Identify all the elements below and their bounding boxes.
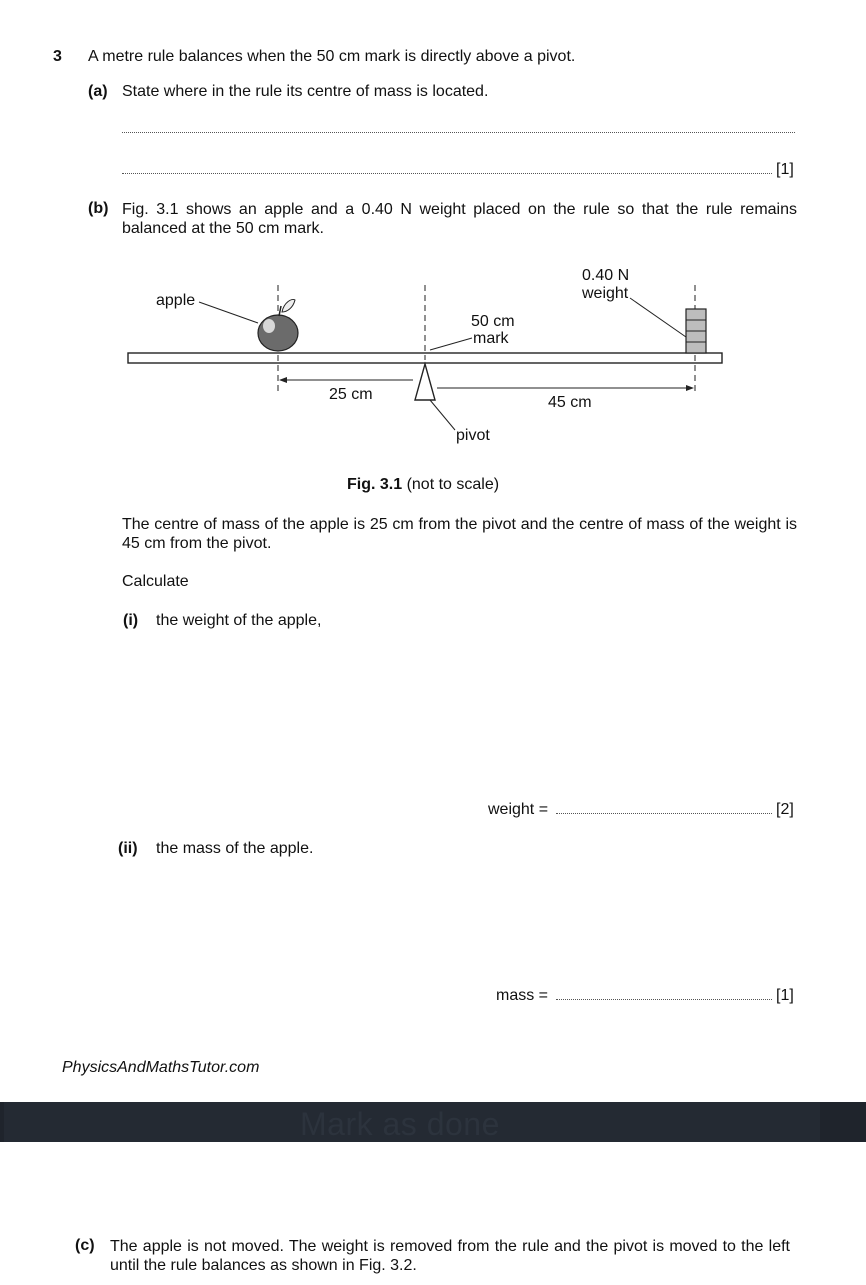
part-c-text: The apple is not moved. The weight is removed from the rule and the pivot is moved to the left until the rule balances as shown in Fig. 3.2. [110,1238,790,1274]
figure-caption-number: Fig. 3.1 [347,476,403,493]
sub-ii-marks: [1] [776,987,794,1004]
figure-3-1 [0,250,866,460]
sub-ii-text: the mass of the apple. [156,840,314,857]
answer-line[interactable] [122,132,795,133]
calculate-instruction: Calculate [122,573,189,590]
question-stem: A metre rule balances when the 50 cm mark is directly above a pivot. [88,48,576,65]
weight-answer-line[interactable] [556,813,772,814]
part-c-label: (c) [75,1237,95,1254]
sub-i-label: (i) [123,612,139,629]
mark-label-name: mark [473,330,509,347]
question-number: 3 [53,48,62,65]
mass-answer-label: mass = [496,987,549,1004]
sub-i-text: the weight of the apple, [156,612,322,629]
sub-i-marks: [2] [776,801,794,818]
apple-label: apple [156,292,196,309]
watermark: PhysicsAndMathsTutor.com [62,1059,260,1076]
figure-caption-note: (not to scale) [406,476,500,493]
sub-ii-label: (ii) [118,840,138,857]
part-a-label: (a) [88,83,108,100]
mark-label-value: 50 cm [471,313,515,330]
figure-caption [347,476,499,494]
weight-answer-label: weight = [488,801,549,818]
right-distance-label: 45 cm [548,394,592,411]
pivot-label: pivot [456,427,490,444]
part-b-label: (b) [88,200,109,217]
mass-answer-line[interactable] [556,999,772,1000]
left-distance-label: 25 cm [329,386,373,403]
part-b-info: The centre of mass of the apple is 25 cm from the pivot and the centre of mass of the weight is 45 cm from the pivot. [122,516,797,552]
part-a-text: State where in the rule its centre of mass is located. [122,83,489,100]
pivot-icon [415,364,435,400]
mark-as-done-button[interactable]: Mark as done [300,1106,500,1142]
part-b-text: Fig. 3.1 shows an apple and a 0.40 N weight placed on the rule so that the rule remains balanced at the 50 cm mark. [122,201,797,237]
part-a-marks: [1] [776,161,794,178]
mark-as-done-banner [0,1102,866,1142]
weight-label-name: weight [582,285,629,302]
answer-line[interactable] [122,173,772,174]
weight-stack-icon [686,309,706,353]
weight-label-value: 0.40 N [582,267,630,284]
